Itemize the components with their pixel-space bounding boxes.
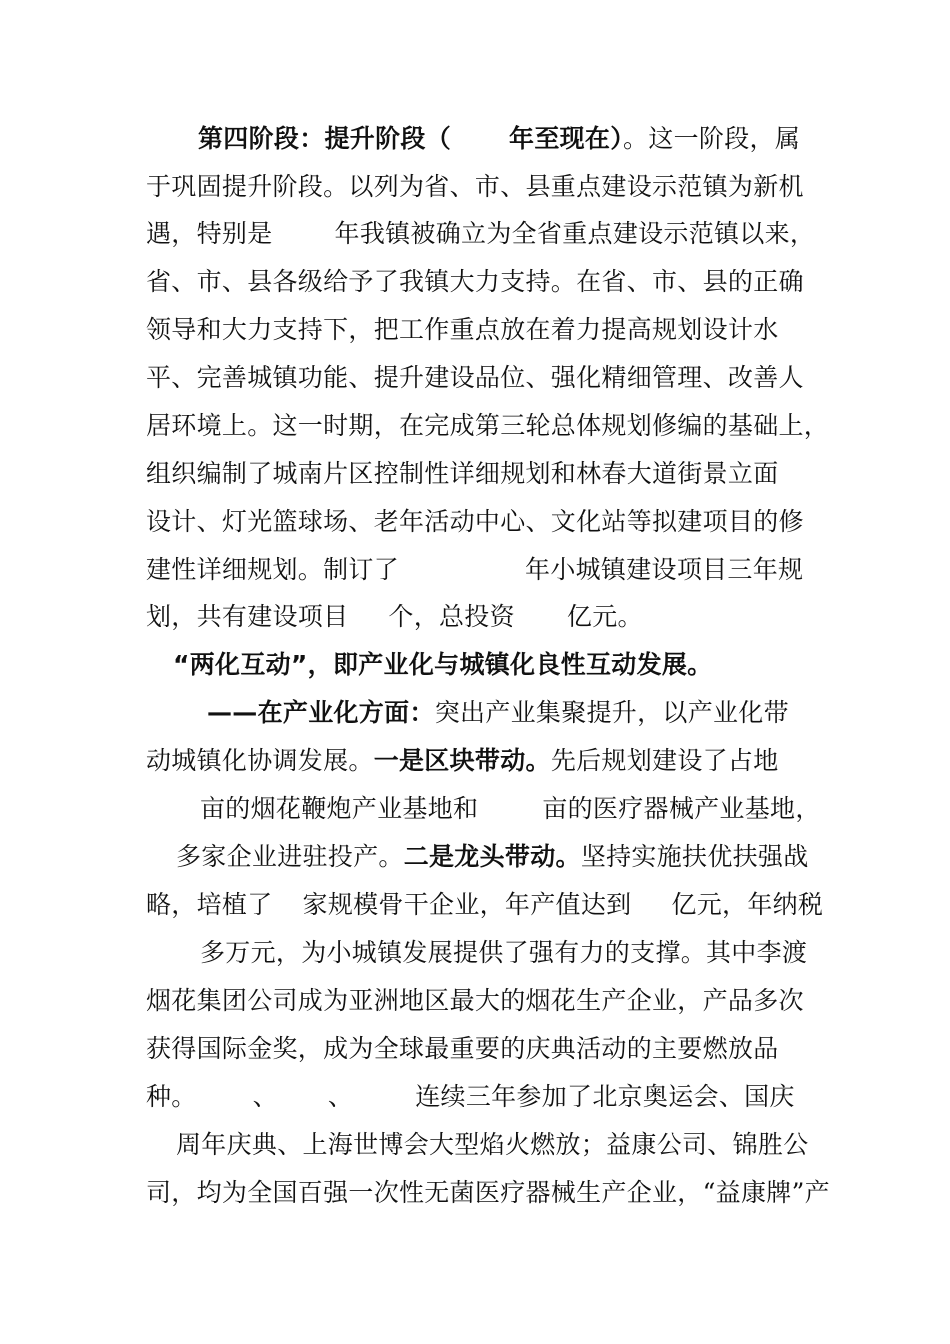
- text-line: 多万元，为小城镇发展提供了强有力的支撑。其中李渡: [200, 938, 808, 967]
- text-segment: 突出产业集聚提升，以产业化带: [434, 698, 789, 727]
- text-line: [146, 600, 643, 634]
- subsection-heading: ——在产业化方面：: [207, 698, 435, 727]
- stage-period: 年至现在）: [509, 124, 624, 153]
- point-heading: 一是区块带动。: [373, 746, 551, 775]
- text-segment: 坚持实施扶优扶强战: [580, 842, 809, 871]
- text-segment: 遇，特别是: [146, 219, 273, 248]
- text-segment: 连续三年参加了北京奥运会、国庆: [415, 1082, 795, 1111]
- text-segment: 亩的烟花鞭炮产业基地和: [200, 794, 479, 823]
- text-line: 省、市、县各级给予了我镇大力支持。在省、市、县的正确: [146, 267, 804, 296]
- text-segment: 先后规划建设了占地: [550, 746, 779, 775]
- text-line: 司，均为全国百强一次性无菌医疗器械生产企业，“益康牌”产: [146, 1178, 830, 1207]
- text-segment: 多家企业进驻投产。: [176, 842, 404, 871]
- stage-heading: 第四阶段：提升阶段（: [198, 124, 452, 153]
- text-line: [146, 1080, 795, 1114]
- section-heading: “两化互动”，即产业化与城镇化良性互动发展。: [173, 650, 713, 679]
- text-line: [198, 122, 800, 156]
- text-segment: 略，培植了: [146, 890, 273, 919]
- text-segment: 、: [252, 1082, 278, 1111]
- text-line: 周年庆典、上海世博会大型焰火燃放；益康公司、锦胜公: [176, 1130, 809, 1159]
- text-line: 烟花集团公司成为亚洲地区最大的烟花生产企业，产品多次: [146, 986, 804, 1015]
- text-line: [146, 888, 823, 922]
- point-heading: 二是龙头带动。: [403, 842, 581, 871]
- text-line: [200, 792, 821, 826]
- text-segment: 亿元，年纳税: [671, 890, 824, 919]
- text-segment: 。这一阶段，属: [623, 124, 801, 153]
- text-segment: 亿元。: [566, 602, 643, 631]
- text-line: 领导和大力支持下，把工作重点放在着力提高规划设计水: [146, 315, 779, 344]
- text-segment: 种。: [146, 1082, 197, 1111]
- text-line: 组织编制了城南片区控制性详细规划和林春大道街景立面: [146, 459, 779, 488]
- text-line: 获得国际金奖，成为全球最重要的庆典活动的主要燃放品: [146, 1034, 779, 1063]
- text-line: [146, 553, 803, 587]
- text-line: 于巩固提升阶段。以列为省、市、县重点建设示范镇为新机: [146, 172, 804, 201]
- text-line: [146, 217, 815, 251]
- text-line: [207, 696, 789, 730]
- text-line: 平、完善城镇功能、提升建设品位、强化精细管理、改善人: [146, 363, 804, 392]
- text-line: 居环境上。这一时期，在完成第三轮总体规划修编的基础上，: [146, 411, 830, 440]
- text-segment: 、: [327, 1082, 354, 1111]
- text-segment: 建性详细规划。制订了: [146, 555, 400, 584]
- text-segment: 家规模骨干企业，年产值达到: [302, 890, 632, 919]
- text-line: 设计、灯光篮球场、老年活动中心、文化站等拟建项目的修: [146, 507, 804, 536]
- text-segment: 划，共有建设项目: [146, 602, 349, 631]
- text-segment: 年小城镇建设项目三年规: [525, 555, 804, 584]
- text-segment: 亩的医疗器械产业基地，: [542, 794, 821, 823]
- text-segment: 个，总投资: [388, 602, 515, 631]
- text-line: [176, 840, 809, 874]
- text-line: [146, 744, 779, 778]
- text-segment: 年我镇被确立为全省重点建设示范镇以来，: [334, 219, 816, 248]
- text-segment: 动城镇化协调发展。: [146, 746, 374, 775]
